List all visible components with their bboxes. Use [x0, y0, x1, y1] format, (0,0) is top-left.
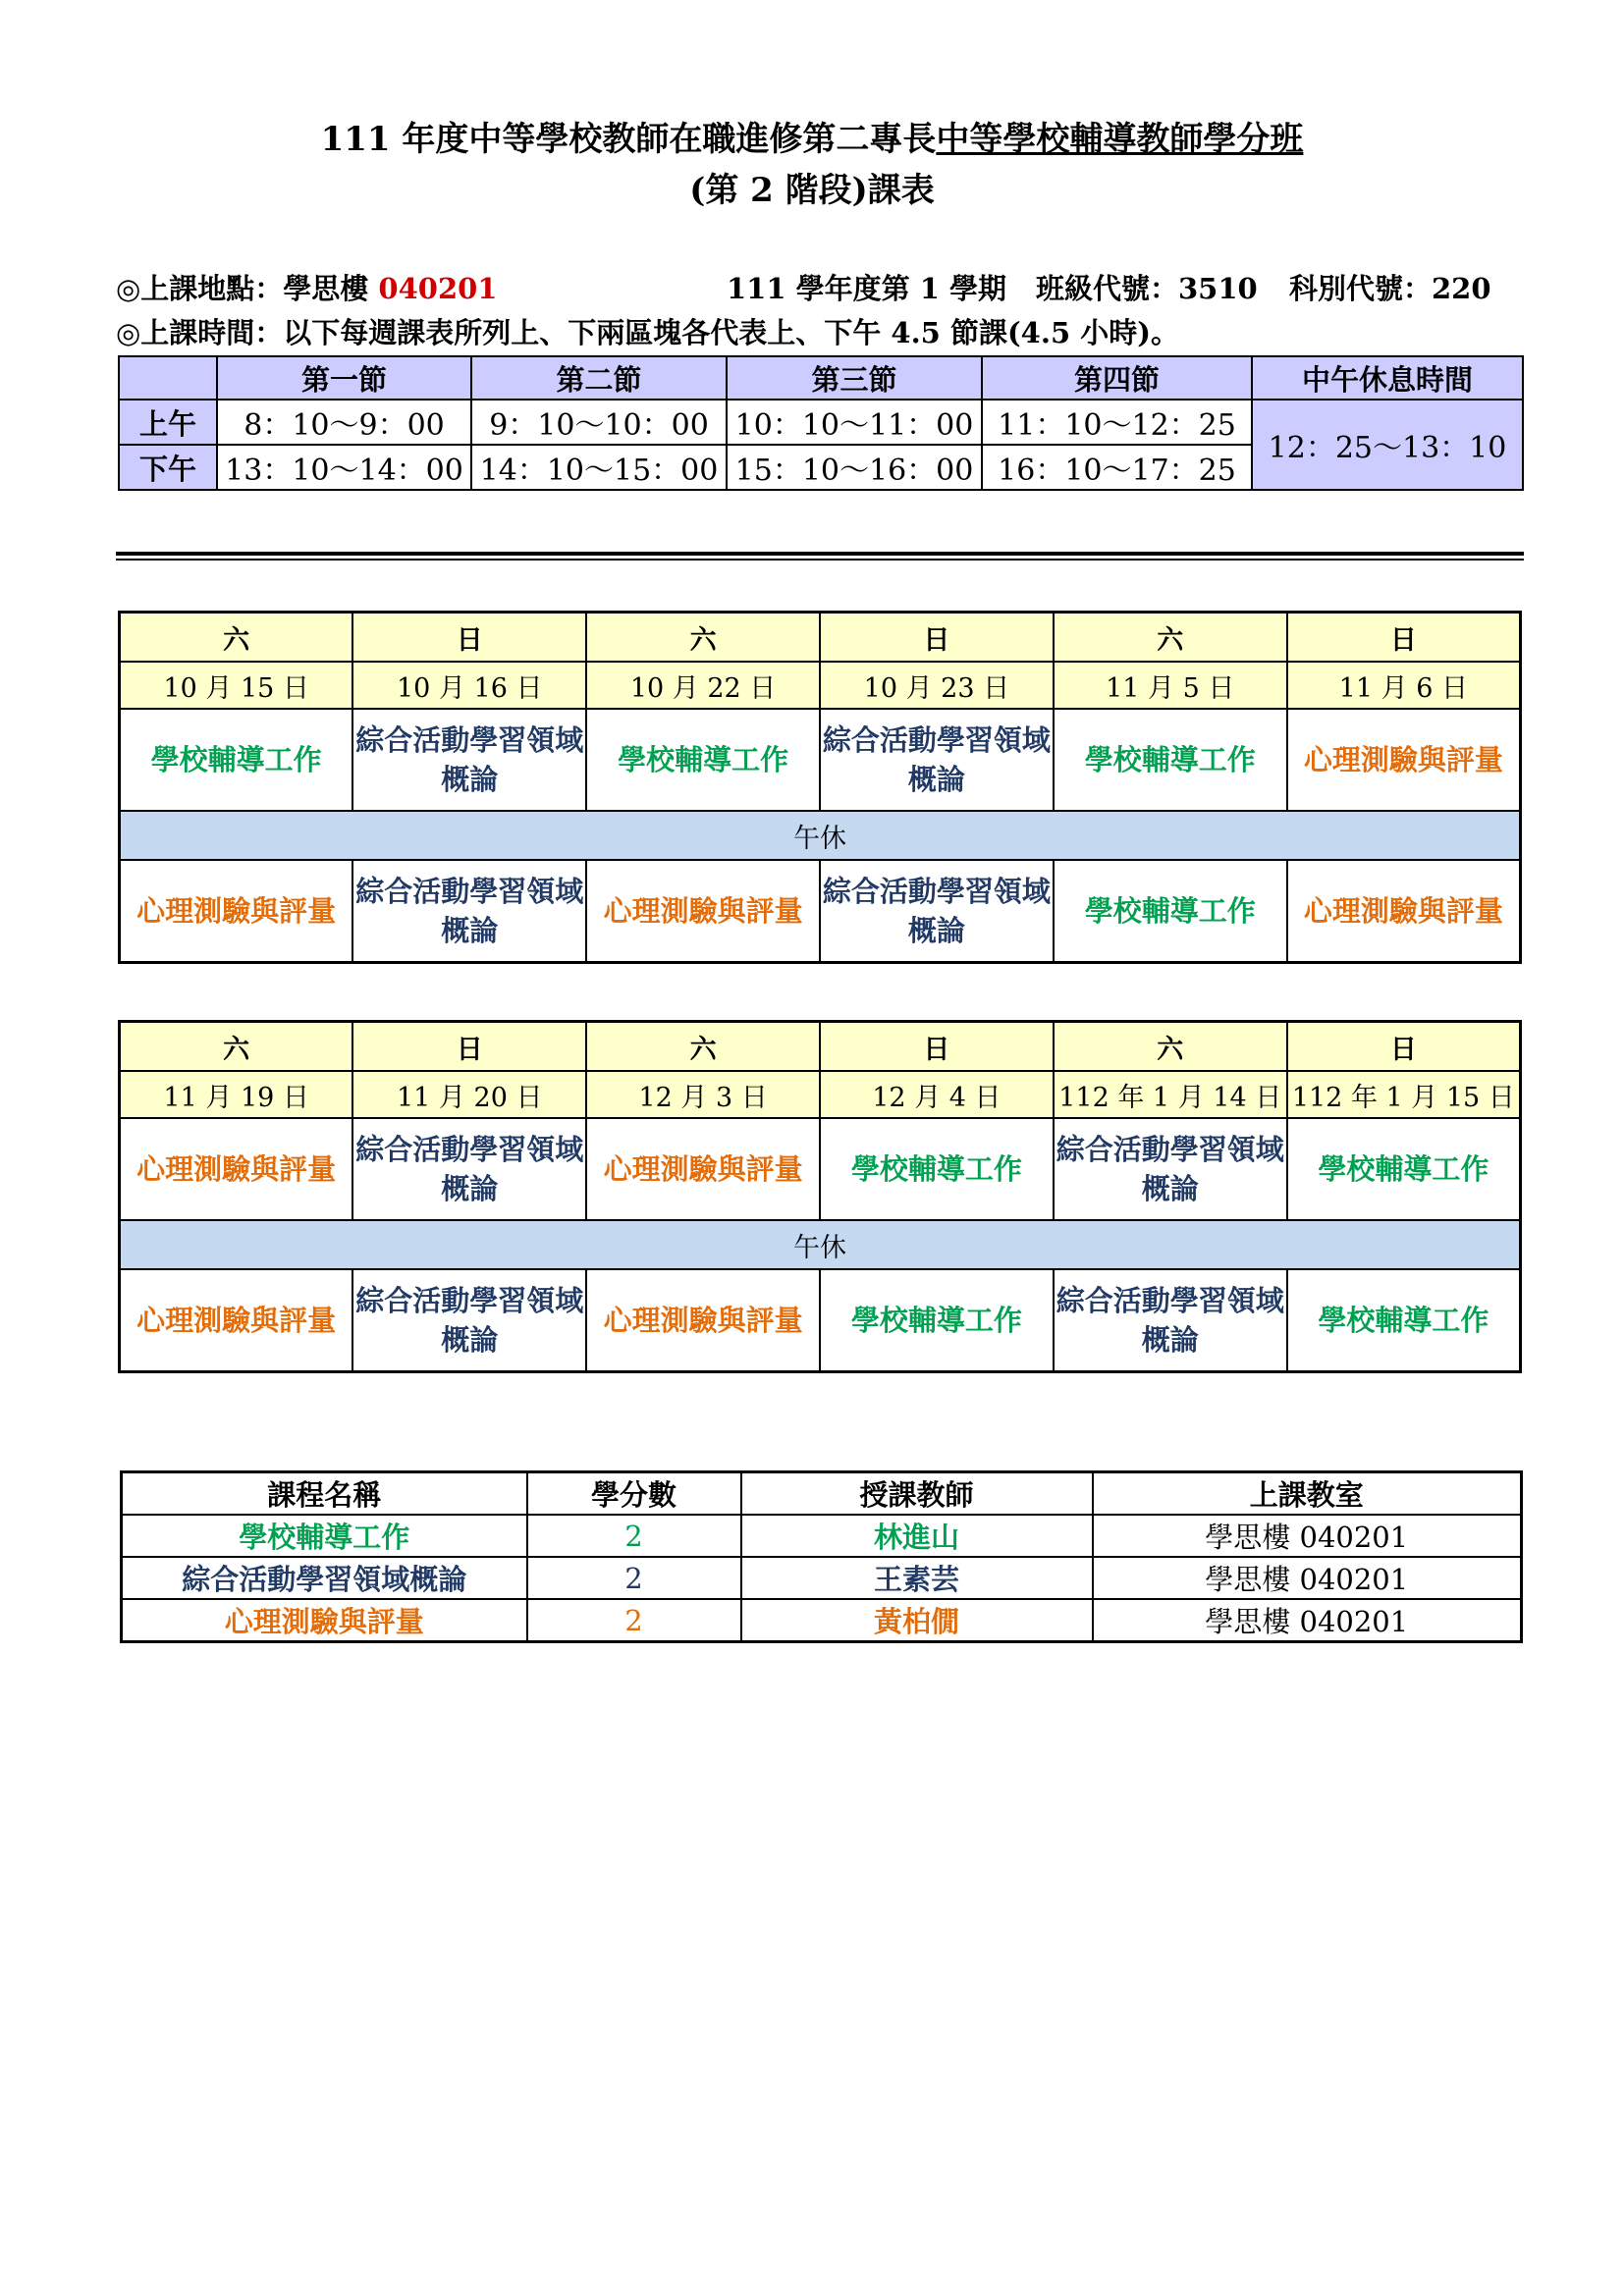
location-line: [116, 267, 497, 307]
period-row-label: 下午: [119, 445, 217, 490]
course-cell: 學校輔導工作: [586, 709, 820, 811]
course-header: 授課教師: [741, 1472, 1093, 1516]
period-header-row: [119, 356, 1523, 400]
course-cell: 心理測驗與評量: [586, 860, 820, 963]
day-cell: 日: [352, 613, 586, 663]
course-cell: 綜合活動學習領域概論: [1054, 1269, 1287, 1372]
period-table: [118, 355, 1524, 491]
date-cell: 10 月 16 日: [352, 662, 586, 709]
schedule-block-2: [118, 1020, 1522, 1373]
period-time: 14：10～15：00: [471, 445, 727, 490]
course-cell: 綜合活動學習領域概論: [352, 860, 586, 963]
course-cell: 心理測驗與評量: [586, 1269, 820, 1372]
course-teacher: 林進山: [741, 1515, 1093, 1557]
subject-code: 科別代號：220: [1289, 272, 1491, 305]
date-row: [120, 662, 1521, 709]
course-cell: 心理測驗與評量: [120, 1269, 353, 1372]
course-cell: 學校輔導工作: [1054, 860, 1287, 963]
period-header: 第一節: [217, 356, 471, 400]
period-corner-cell: [119, 356, 217, 400]
afternoon-course-row: [120, 1269, 1521, 1372]
course-cell: 綜合活動學習領域概論: [352, 1118, 586, 1220]
date-cell: 11 月 19 日: [120, 1071, 353, 1118]
course-teacher: 王素芸: [741, 1557, 1093, 1599]
course-cell: 學校輔導工作: [1054, 709, 1287, 811]
course-credits: 2: [527, 1599, 741, 1642]
period-time: 15：10～16：00: [727, 445, 982, 490]
date-cell: 112 年 1 月 15 日: [1287, 1071, 1521, 1118]
page-title: [0, 118, 1624, 161]
date-cell: 112 年 1 月 14 日: [1054, 1071, 1287, 1118]
day-row: [120, 613, 1521, 663]
course-cell: 學校輔導工作: [120, 709, 353, 811]
date-cell: 11 月 5 日: [1054, 662, 1287, 709]
course-cell: 學校輔導工作: [820, 1269, 1054, 1372]
course-name: 學校輔導工作: [122, 1515, 527, 1557]
period-time: 13：10～14：00: [217, 445, 471, 490]
course-cell: 綜合活動學習領域概論: [1054, 1118, 1287, 1220]
course-cell: 心理測驗與評量: [586, 1118, 820, 1220]
title-program: 中等學校輔導教師學分班: [936, 120, 1304, 159]
course-credits: 2: [527, 1557, 741, 1599]
period-time: 8：10～9：00: [217, 400, 471, 445]
period-time: 9：10～10：00: [471, 400, 727, 445]
course-header: 上課教室: [1093, 1472, 1522, 1516]
date-cell: 10 月 15 日: [120, 662, 353, 709]
course-row: [122, 1599, 1522, 1642]
day-cell: 六: [120, 613, 353, 663]
period-row-am: [119, 400, 1523, 445]
divider-line: [116, 559, 1524, 561]
course-credits: 2: [527, 1515, 741, 1557]
morning-course-row: [120, 709, 1521, 811]
day-cell: 六: [120, 1022, 353, 1072]
noon-row: [120, 811, 1521, 860]
afternoon-course-row: [120, 860, 1521, 963]
course-summary-table: [120, 1470, 1523, 1643]
course-cell: 學校輔導工作: [1287, 1269, 1521, 1372]
course-row: [122, 1557, 1522, 1599]
course-teacher: 黃柏僩: [741, 1599, 1093, 1642]
title-prefix: 111 年度中等學校教師在職進修第二專長: [320, 120, 937, 159]
noon-row: [120, 1220, 1521, 1269]
day-cell: 日: [820, 613, 1054, 663]
period-time: 11：10～12：25: [982, 400, 1252, 445]
course-cell: 心理測驗與評量: [120, 860, 353, 963]
date-cell: 10 月 22 日: [586, 662, 820, 709]
course-header: 課程名稱: [122, 1472, 527, 1516]
lunch-time: 12：25～13：10: [1252, 400, 1523, 490]
day-cell: 日: [352, 1022, 586, 1072]
course-cell: 綜合活動學習領域概論: [352, 1269, 586, 1372]
course-room: 學思樓 040201: [1093, 1599, 1522, 1642]
day-row: [120, 1022, 1521, 1072]
day-cell: 六: [586, 1022, 820, 1072]
period-header: 第二節: [471, 356, 727, 400]
course-room: 學思樓 040201: [1093, 1515, 1522, 1557]
noon-break-label: 午休: [120, 1220, 1521, 1269]
course-room: 學思樓 040201: [1093, 1557, 1522, 1599]
noon-break-label: 午休: [120, 811, 1521, 860]
day-cell: 六: [586, 613, 820, 663]
course-cell: 心理測驗與評量: [1287, 709, 1521, 811]
period-header: 第四節: [982, 356, 1252, 400]
course-header: 學分數: [527, 1472, 741, 1516]
period-time: 16：10～17：25: [982, 445, 1252, 490]
date-cell: 11 月 6 日: [1287, 662, 1521, 709]
day-cell: 六: [1054, 613, 1287, 663]
course-row: [122, 1515, 1522, 1557]
date-row: [120, 1071, 1521, 1118]
location-label: ◎上課地點：學思樓: [116, 272, 379, 305]
date-cell: 12 月 4 日: [820, 1071, 1054, 1118]
period-row-label: 上午: [119, 400, 217, 445]
page-subtitle: (第 2 階段)課表: [689, 171, 935, 210]
course-cell: 綜合活動學習領域概論: [820, 709, 1054, 811]
course-cell: 綜合活動學習領域概論: [820, 860, 1054, 963]
day-cell: 日: [1287, 613, 1521, 663]
divider-line: [116, 552, 1524, 556]
course-cell: 學校輔導工作: [1287, 1118, 1521, 1220]
date-cell: 12 月 3 日: [586, 1071, 820, 1118]
date-cell: 10 月 23 日: [820, 662, 1054, 709]
lunch-header: 中午休息時間: [1252, 356, 1523, 400]
course-cell: 心理測驗與評量: [120, 1118, 353, 1220]
course-cell: 心理測驗與評量: [1287, 860, 1521, 963]
schedule-block-1: [118, 611, 1522, 964]
date-cell: 11 月 20 日: [352, 1071, 586, 1118]
morning-course-row: [120, 1118, 1521, 1220]
term-label: 111 學年度第 1 學期: [727, 272, 1007, 305]
day-cell: 日: [820, 1022, 1054, 1072]
day-cell: 日: [1287, 1022, 1521, 1072]
course-cell: 學校輔導工作: [820, 1118, 1054, 1220]
course-header-row: [122, 1472, 1522, 1516]
course-name: 綜合活動學習領域概論: [122, 1557, 527, 1599]
class-code: 班級代號：3510: [1036, 272, 1258, 305]
period-header: 第三節: [727, 356, 982, 400]
course-cell: 綜合活動學習領域概論: [352, 709, 586, 811]
course-name: 心理測驗與評量: [122, 1599, 527, 1642]
time-note: ◎上課時間：以下每週課表所列上、下兩區塊各代表上、下午 4.5 節課(4.5 小時)。: [116, 316, 1179, 349]
day-cell: 六: [1054, 1022, 1287, 1072]
period-time: 10：10～11：00: [727, 400, 982, 445]
location-room: 040201: [378, 272, 498, 305]
